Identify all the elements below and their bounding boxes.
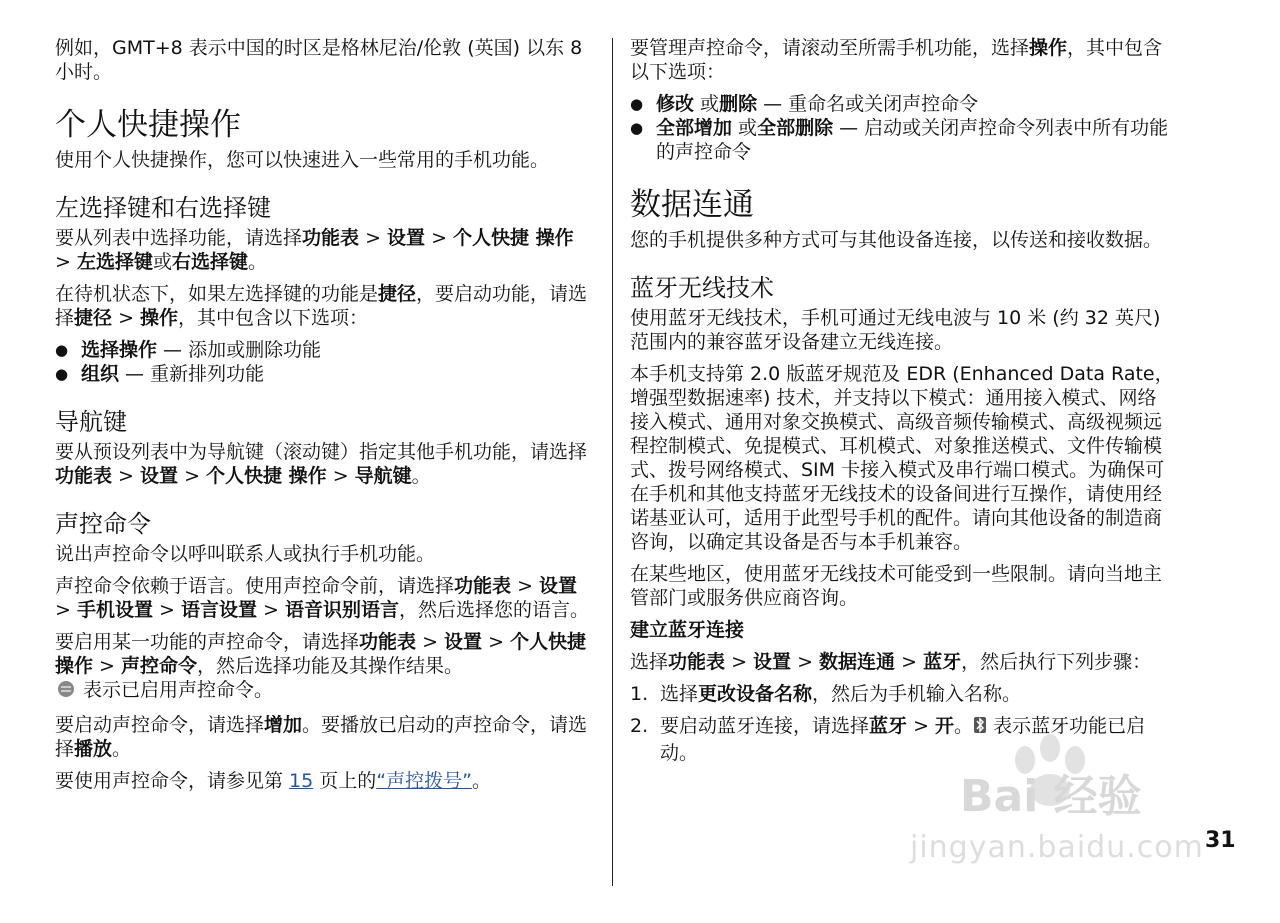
heading-bluetooth-connection: 建立蓝牙连接 [630,619,745,641]
heading-bluetooth: 蓝牙无线技术 [630,274,774,302]
bluetooth-paragraph-2: 本手机支持第 2.0 版蓝牙规范及 EDR (Enhanced Data Rate，增强型数据速率) 技术，并支持以下模式：通用接入模式、网络接入模式、通用对象交换模式、高级音频传输模式、高级视频远程控制模式、免提模式、耳机模式、对象推送模式、文件传输模式、拨号网络模式、SIM 卡接入模式及串行端口模式。为确保可在手机和其他支持蓝牙无线技术的设备间进行互操作，请使用经诺基亚认可，适用于此型号手机的配件。请向其他设备的制造商咨询，以确定其设备是否与本手机兼容。 [630,363,1174,553]
page-number: 31 [1205,828,1236,853]
heading-connectivity: 数据连通 [630,187,754,223]
manage-options-list [630,92,1175,164]
voice-command-icon [55,679,77,705]
intro-paragraph: 例如，GMT+8 表示中国的时区是格林尼治/伦敦 (英国) 以东 8 小时。 [55,37,583,83]
watermark-logo [900,730,1210,880]
right-column [630,36,1175,773]
voice-paragraph-3: 要启用某一功能的声控命令，请选择功能表 > 设置 > 个人快捷 操作 > 声控命令，然后选择功能及其操作结果。 表示已启用声控命令。 [55,630,595,705]
list-item: ● 全部增加 或全部删除 — 启动或关闭声控命令列表中所有功能的声控命令 [630,116,1175,164]
personal-shortcuts-desc: 使用个人快捷操作，您可以快速进入一些常用的手机功能。 [55,149,550,171]
voice-paragraph-2: 声控命令依赖于语言。使用声控命令前，请选择功能表 > 设置 > 手机设置 > 语言设置 > 语音识别语言，然后选择您的语言。 [55,575,590,621]
selection-keys-paragraph: 要从列表中选择功能，请选择功能表 > 设置 > 个人快捷 操作 > 左选择键或右选择键。 [55,227,574,273]
list-item: ● 组织 — 重新排列功能 [55,362,595,386]
list-item: 1. 选择更改设备名称，然后为手机输入名称。 [630,683,1022,705]
heading-navigation-key: 导航键 [55,408,127,436]
bluetooth-paragraph-3: 在某些地区，使用蓝牙无线技术可能受到一些限制。请向当地主管部门或服务供应商咨询。 [630,563,1163,609]
voice-dialing-link[interactable]: “声控拨号” [376,770,472,792]
voice-paragraph-5: 要使用声控命令，请参见第 15 页上的“声控拨号”。 [55,770,491,792]
heading-voice-commands: 声控命令 [55,510,151,538]
list-item: ● 选择操作 — 添加或删除功能 [55,338,595,362]
voice-paragraph-4: 要启动声控命令，请选择增加。要播放已启动的声控命令，请选择播放。 [55,714,588,760]
heading-selection-keys: 左选择键和右选择键 [55,194,271,222]
manage-voice-paragraph: 要管理声控命令，请滚动至所需手机功能，选择操作，其中包含以下选项： [630,37,1163,83]
column-divider [612,38,613,886]
shortcut-options-list [55,338,595,386]
list-item: 2. 要启动蓝牙连接，请选择蓝牙 > 开。 表示蓝牙功能已启动。 [630,715,1146,764]
bluetooth-paragraph-1: 使用蓝牙无线技术，手机可通过无线电波与 10 米 (约 32 英尺) 范围内的兼容蓝牙设备建立无线连接。 [630,307,1161,353]
watermark-url: jingyan.baidu.com [910,830,1204,865]
page-reference-link[interactable]: 15 [289,770,314,792]
connectivity-desc: 您的手机提供多种方式可与其他设备连接，以传送和接收数据。 [630,229,1163,251]
heading-personal-shortcuts: 个人快捷操作 [55,107,241,143]
navigation-key-paragraph: 要从预设列表中为导航键（滚动键）指定其他手机功能，请选择功能表 > 设置 > 个人快捷 操作 > 导航键。 [55,441,588,487]
shortcut-key-paragraph: 在待机状态下，如果左选择键的功能是捷径，要启动功能，请选择捷径 > 操作，其中包含以下选项： [55,283,588,329]
voice-paragraph-1: 说出声控命令以呼叫联系人或执行手机功能。 [55,543,436,565]
list-item: ● 修改 或删除 — 重命名或关闭声控命令 [630,92,1175,116]
bluetooth-path-paragraph: 选择功能表 > 设置 > 数据连通 > 蓝牙，然后执行下列步骤： [630,651,1152,673]
watermark-brand: Bai 经验 [960,771,1142,822]
left-column [55,36,595,801]
